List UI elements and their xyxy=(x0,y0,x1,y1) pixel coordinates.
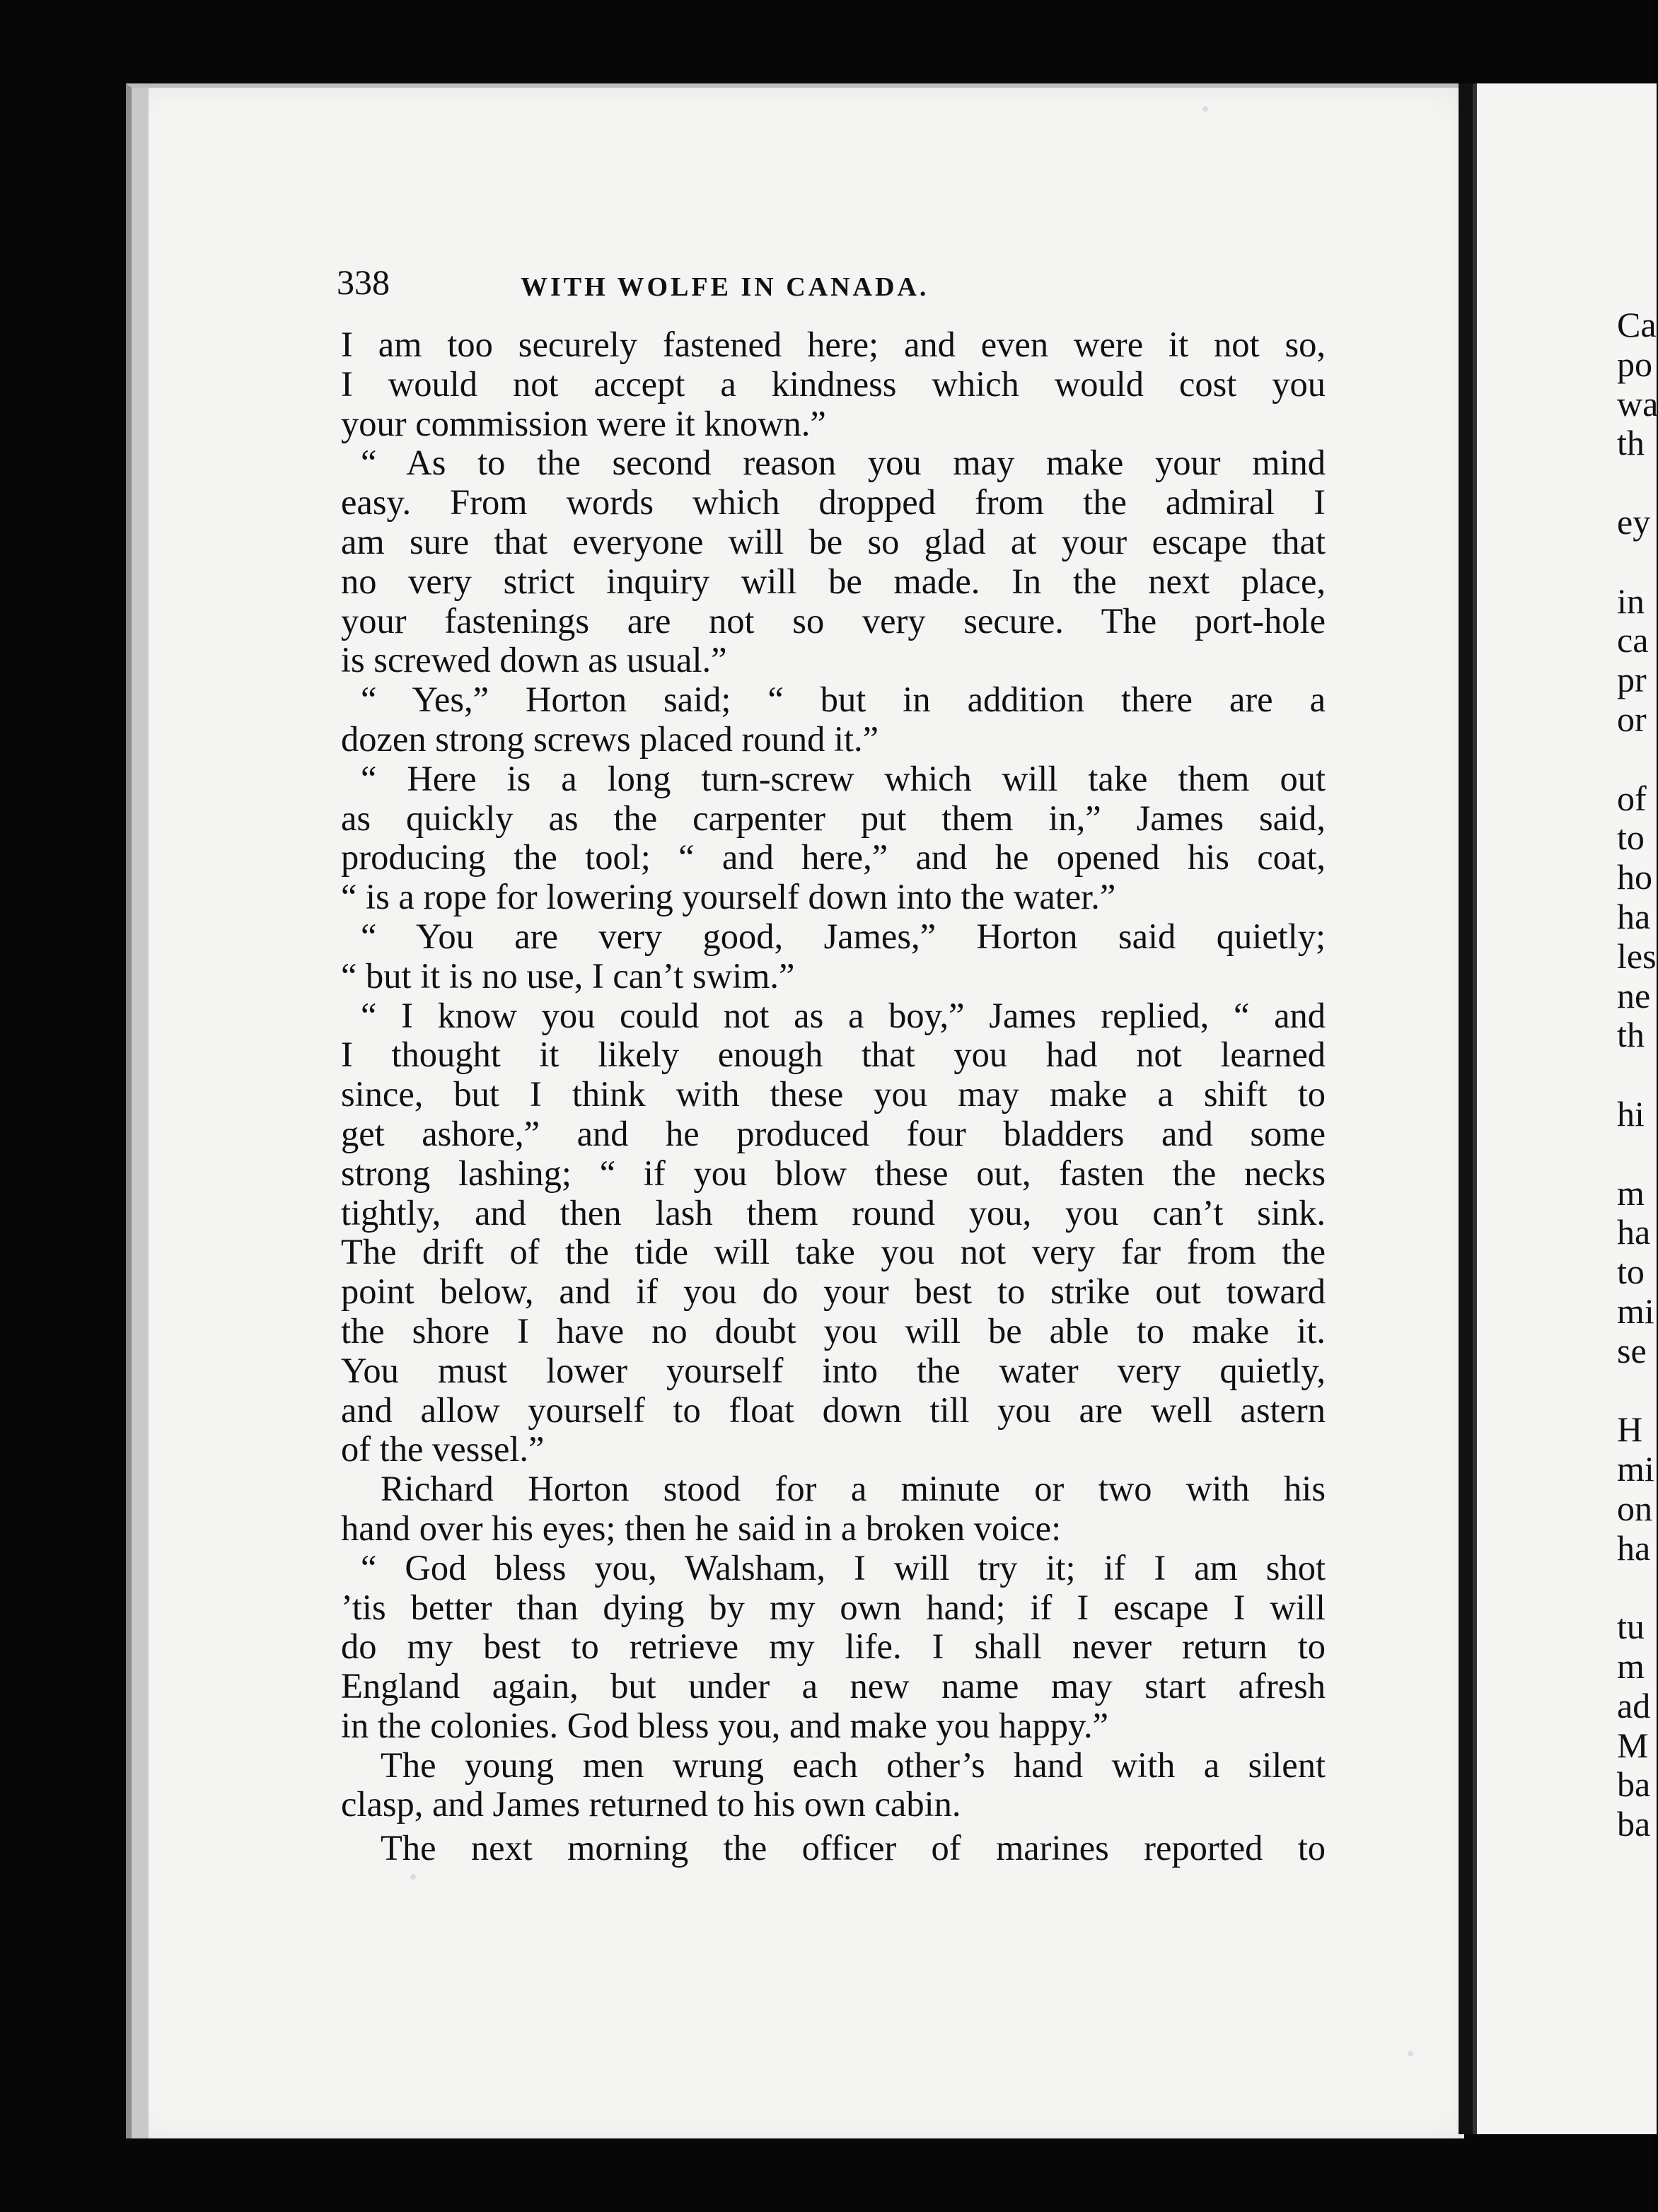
body-line: dozen strong screws placed round it.” xyxy=(341,718,879,759)
facing-fragment: pr xyxy=(1617,660,1647,700)
facing-fragment: H xyxy=(1617,1409,1643,1450)
body-line: “ God bless you, Walsham, I will try it; if I am shot xyxy=(361,1547,1326,1588)
scan-speck xyxy=(410,1874,416,1880)
body-line: clasp, and James returned to his own cabin. xyxy=(341,1784,961,1824)
facing-fragment: m xyxy=(1617,1172,1645,1213)
facing-fragment: mi xyxy=(1617,1449,1654,1489)
body-line: I thought it likely enough that you had not learned xyxy=(341,1035,1326,1075)
facing-fragment: M xyxy=(1617,1725,1649,1765)
facing-fragment: ey xyxy=(1617,501,1651,542)
facing-fragment: ha xyxy=(1617,896,1651,936)
body-line: I would not accept a kindness which would cost you xyxy=(341,363,1326,404)
body-line: Richard Horton stood for a minute or two with his xyxy=(381,1469,1326,1509)
facing-fragment: Ca xyxy=(1617,305,1657,344)
facing-fragment: ne xyxy=(1617,975,1651,1015)
body-line: You must lower yourself into the water very quietly, xyxy=(341,1350,1326,1390)
running-title: WITH WOLFE IN CANADA. xyxy=(521,272,929,302)
facing-fragment: to xyxy=(1617,1252,1645,1292)
body-line: I am too securely fastened here; and even were it not so, xyxy=(341,325,1326,364)
body-line: “ Yes,” Horton said; “ but in addition there are a xyxy=(361,680,1326,720)
body-line: “ but it is no use, I can’t swim.” xyxy=(341,955,795,996)
body-line: producing the tool; “ and here,” and he opened his coat, xyxy=(341,837,1326,878)
body-line: point below, and if you do your best to strike out toward xyxy=(341,1271,1326,1312)
body-line: The next morning the officer of marines reported to xyxy=(381,1828,1326,1868)
facing-fragment: to xyxy=(1617,817,1645,858)
body-line: and allow yourself to float down till you are well astern xyxy=(341,1390,1326,1430)
body-line: of the vessel.” xyxy=(341,1429,545,1469)
facing-fragment: ho xyxy=(1617,857,1652,897)
facing-fragment: or xyxy=(1617,699,1647,739)
page-edge xyxy=(132,88,149,2138)
facing-fragment: ca xyxy=(1617,620,1649,660)
body-line: is screwed down as usual.” xyxy=(341,640,727,680)
body-line: in the colonies. God bless you, and make you happy.” xyxy=(341,1705,1109,1745)
facing-fragment: th xyxy=(1617,423,1645,463)
body-line: strong lashing; “ if you blow these out, fasten the necks xyxy=(341,1153,1326,1193)
body-line: “ As to the second reason you may make your mind xyxy=(361,443,1326,483)
page-number: 338 xyxy=(337,262,390,302)
body-line: since, but I think with these you may make a shift to xyxy=(341,1074,1326,1114)
body-line: “ is a rope for lowering yourself down into the water.” xyxy=(341,877,1116,917)
facing-fragment: on xyxy=(1617,1488,1652,1528)
facing-fragment: ba xyxy=(1617,1804,1651,1844)
book-gutter xyxy=(1459,83,1473,2134)
body-line: ’tis better than dying by my own hand; if I escape I will xyxy=(341,1587,1326,1627)
facing-fragment: po xyxy=(1617,344,1652,384)
body-line: the shore I have no doubt you will be able to make it. xyxy=(341,1310,1326,1351)
facing-fragment: ha xyxy=(1617,1527,1651,1568)
facing-fragment: mi xyxy=(1617,1291,1654,1331)
body-line: your commission were it known.” xyxy=(341,403,826,443)
scan-speck xyxy=(1408,2051,1413,2056)
facing-fragment: ad xyxy=(1617,1685,1651,1725)
body-line: get ashore,” and he produced four bladders and some xyxy=(341,1113,1326,1153)
body-line: tightly, and then lash them round you, you can’t sink. xyxy=(341,1192,1326,1233)
facing-page-text-fragments xyxy=(1617,305,1658,1844)
body-line: easy. From words which dropped from the admiral I xyxy=(341,482,1326,523)
body-text xyxy=(341,325,1326,1868)
facing-fragment: se xyxy=(1617,1330,1647,1370)
body-line: The drift of the tide will take you not very far from the xyxy=(341,1232,1326,1272)
body-line: “ You are very good, James,” Horton said quietly; xyxy=(361,916,1326,956)
facing-fragment: in xyxy=(1617,581,1645,621)
facing-fragment: les xyxy=(1617,936,1657,976)
facing-fragment: th xyxy=(1617,1015,1645,1055)
facing-fragment: tu xyxy=(1617,1607,1645,1647)
facing-fragment: hi xyxy=(1617,1093,1645,1134)
body-line: as quickly as the carpenter put them in,” James said, xyxy=(341,798,1326,838)
body-line: “ I know you could not as a boy,” James replied, “ and xyxy=(361,995,1326,1035)
body-line: England again, but under a new name may start afresh xyxy=(341,1666,1326,1706)
facing-fragment: m xyxy=(1617,1646,1645,1687)
body-line: The young men wrung each other’s hand with a silent xyxy=(381,1745,1326,1785)
body-line: “ Here is a long turn-screw which will take them out xyxy=(361,758,1326,798)
facing-fragment: wa xyxy=(1617,383,1658,424)
body-line: hand over his eyes; then he said in a broken voice: xyxy=(341,1508,1062,1548)
scan-speck xyxy=(1202,106,1208,112)
body-line: am sure that everyone will be so glad at your escape that xyxy=(341,521,1326,561)
body-line: do my best to retrieve my life. I shall never return to xyxy=(341,1626,1326,1667)
body-line: your fastenings are not so very secure. The port-hole xyxy=(341,600,1326,641)
running-head xyxy=(337,253,1327,303)
facing-fragment: ba xyxy=(1617,1764,1651,1805)
body-line: no very strict inquiry will be made. In the next place, xyxy=(341,561,1326,601)
facing-fragment: of xyxy=(1617,778,1647,818)
facing-fragment: ha xyxy=(1617,1212,1651,1252)
